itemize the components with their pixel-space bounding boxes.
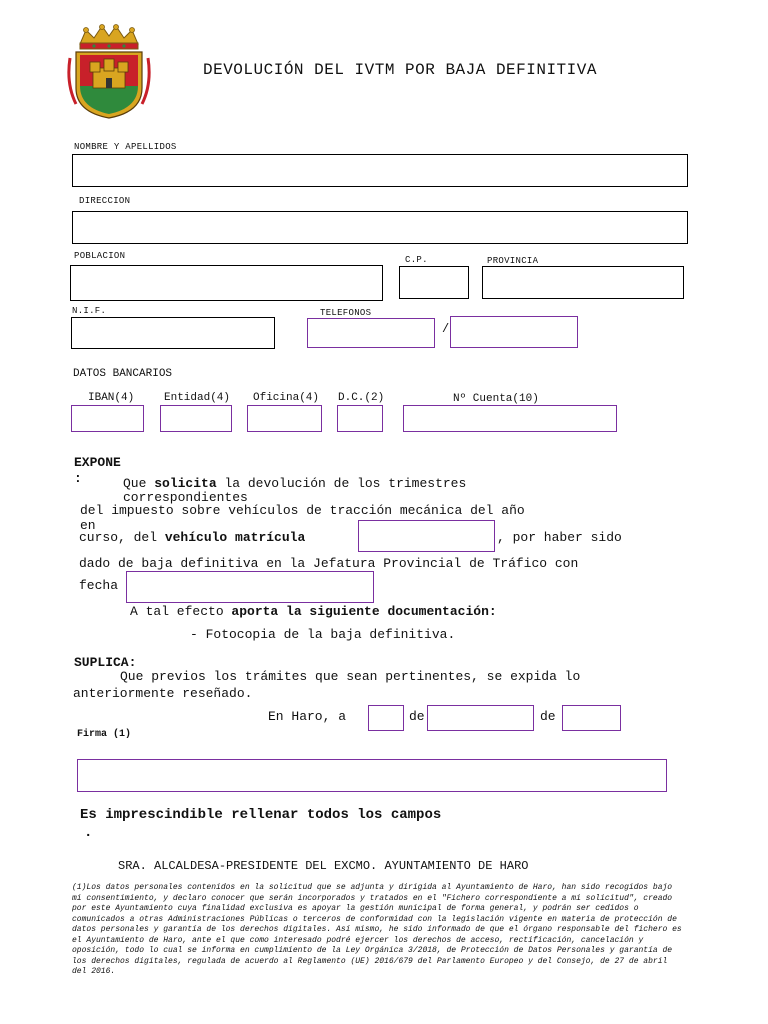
datos-bancarios-heading: DATOS BANCARIOS <box>73 368 173 380</box>
expone-colon: : <box>74 471 82 486</box>
privacy-footnote: (1)Los datos personales contenidos en la solicitud que se adjunta y dirigida al Ayuntamiento de Haro, han sido recogidos bajo mi consentimiento, y declaro conocer que serán incorporados y tratados en el "Fichero correspondiente a mi solicitud", creado por este Ayuntamiento cuya finalidad exclusiva es apoyar la gestión municipal de forma general, y podrán ser cedidos o comunicados a otras Administraciones Públicas o terceros de conformidad con la legislación vigente en materia de protección de datos personales y garantía de los derechos digitales. Así mismo, he sido informado de que el órgano responsable del fichero es el Ayuntamiento de Haro, ante el que como interesado podré ejercer los derechos de acceso, rectificación, cancelación y oposición, todo lo cual se informa en cumplimiento de la Ley Orgánica 3/2018, de Protección de Datos Personales y garantía de los derechos digitales, regulada de acuerdo al Reglamento (UE) 2016/679 del Parlamento Europeo y del Consejo, de 27 de abril del 2016. <box>72 883 682 976</box>
expone-line4: dado de baja definitiva en la Jefatura Provincial de Tráfico con <box>79 556 579 571</box>
dc-field[interactable] <box>337 405 383 432</box>
expone-line2-cont: en <box>80 518 96 533</box>
cp-label: C.P. <box>405 255 428 265</box>
expone-line1-cont: correspondientes <box>123 490 248 505</box>
fecha-mes-field[interactable] <box>427 705 534 731</box>
expone-heading: EXPONE <box>74 455 121 470</box>
oficina-field[interactable] <box>247 405 322 432</box>
direccion-field[interactable] <box>72 211 688 244</box>
direccion-label: DIRECCION <box>79 196 131 206</box>
matricula-field[interactable] <box>358 520 495 552</box>
aporta-line: A tal efecto aporta la siguiente documentación: <box>130 604 497 619</box>
iban-field[interactable] <box>71 405 144 432</box>
cuenta-field[interactable] <box>403 405 617 432</box>
en-haro-label: En Haro, a <box>268 709 347 724</box>
required-notice: Es imprescindible rellenar todos los campos <box>80 807 442 823</box>
expone-line3-end: , por haber sido <box>497 530 622 545</box>
entidad-label: Entidad(4) <box>164 392 231 404</box>
cp-field[interactable] <box>399 266 469 299</box>
dc-label: D.C.(2) <box>338 392 385 404</box>
fecha-dia-field[interactable] <box>368 705 404 731</box>
poblacion-field[interactable] <box>70 265 383 301</box>
fecha-anio-field[interactable] <box>562 705 621 731</box>
telefono-separator: / <box>442 322 450 336</box>
fecha-baja-field[interactable] <box>126 571 374 603</box>
cuenta-label: Nº Cuenta(10) <box>453 393 539 405</box>
iban-label: IBAN(4) <box>88 392 135 404</box>
nombre-field[interactable] <box>72 154 688 187</box>
telefono2-field[interactable] <box>450 316 578 348</box>
addressee: SRA. ALCALDESA-PRESIDENTE DEL EXCMO. AYUNTAMIENTO DE HARO <box>118 859 529 873</box>
nif-field[interactable] <box>71 317 275 349</box>
suplica-line1: Que previos los trámites que sean pertinentes, se expida lo <box>120 669 581 684</box>
expone-line5: fecha <box>79 578 119 593</box>
oficina-label: Oficina(4) <box>253 392 320 404</box>
firma-field[interactable] <box>77 759 667 792</box>
telefonos-label: TELEFONOS <box>320 308 372 318</box>
provincia-field[interactable] <box>482 266 684 299</box>
required-notice-dot: . <box>84 825 93 841</box>
poblacion-label: POBLACION <box>74 251 126 261</box>
de-label-1: de <box>409 709 425 724</box>
suplica-line2: anteriormente reseñado. <box>73 686 253 701</box>
telefono1-field[interactable] <box>307 318 435 348</box>
documento-item: - Fotocopia de la baja definitiva. <box>190 627 456 642</box>
suplica-heading: SUPLICA: <box>74 655 137 670</box>
nombre-label: NOMBRE Y APELLIDOS <box>74 142 177 152</box>
page-title: DEVOLUCIÓN DEL IVTM POR BAJA DEFINITIVA <box>203 61 597 79</box>
expone-line1: Que solicita la devolución de los trimestres <box>123 476 467 491</box>
expone-line2: del impuesto sobre vehículos de tracción mecánica del año <box>80 503 525 518</box>
coat-of-arms-logo <box>66 24 152 120</box>
entidad-field[interactable] <box>160 405 232 432</box>
firma-label: Firma (1) <box>77 729 132 740</box>
expone-line3: curso, del vehículo matrícula <box>79 530 306 545</box>
de-label-2: de <box>540 709 556 724</box>
nif-label: N.I.F. <box>72 306 107 316</box>
provincia-label: PROVINCIA <box>487 256 539 266</box>
